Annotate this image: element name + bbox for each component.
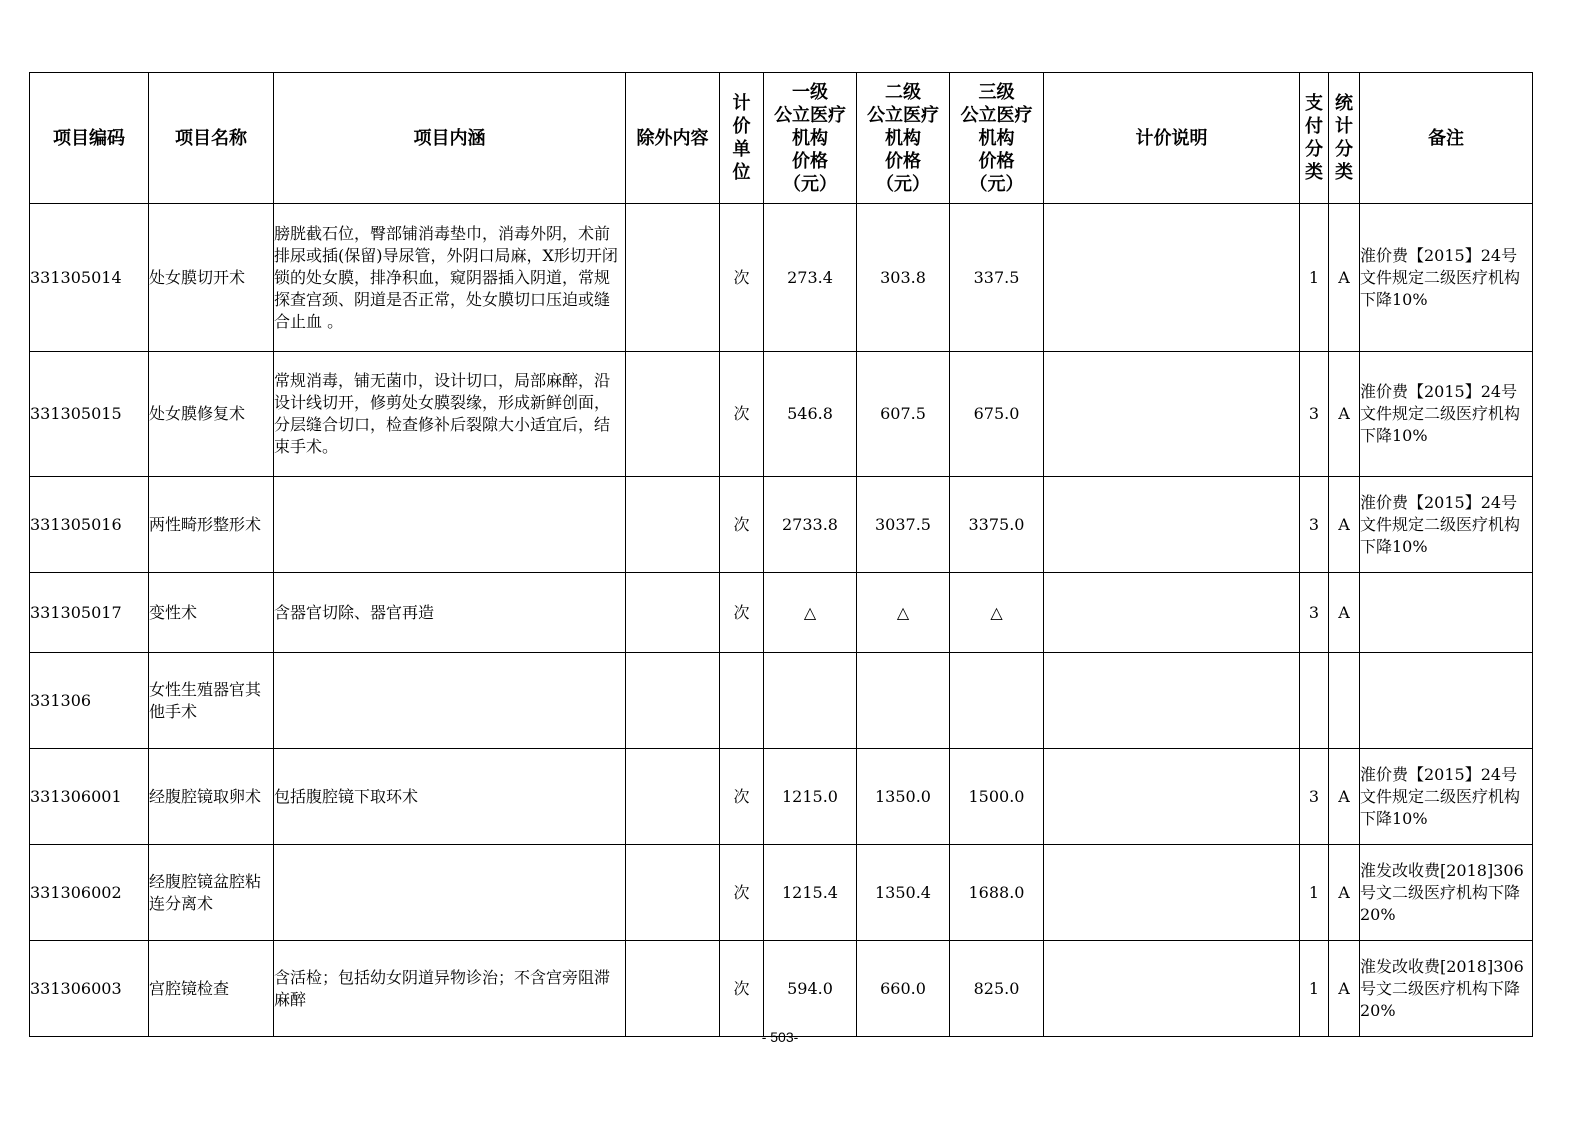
cell-code: 331305016	[30, 477, 149, 573]
cell-name: 经腹腔镜取卵术	[149, 749, 274, 845]
header-unit: 计 价 单 位	[720, 73, 764, 204]
cell-content: 包括腹腔镜下取环术	[274, 749, 626, 845]
cell-exclusion	[626, 653, 720, 749]
cell-payment-class: 1	[1300, 941, 1329, 1037]
header-code: 项目编码	[30, 73, 149, 204]
cell-payment-class: 3	[1300, 749, 1329, 845]
cell-name: 变性术	[149, 573, 274, 653]
cell-remarks: 淮发改收费[2018]306号文二级医疗机构下降20%	[1360, 941, 1533, 1037]
cell-price-level2: 303.8	[857, 204, 950, 352]
cell-price-level3: 675.0	[950, 352, 1044, 477]
cell-price-level3: 825.0	[950, 941, 1044, 1037]
cell-price-level1: 546.8	[764, 352, 857, 477]
cell-price-level2: 3037.5	[857, 477, 950, 573]
cell-code: 331306002	[30, 845, 149, 941]
cell-code: 331306001	[30, 749, 149, 845]
cell-exclusion	[626, 941, 720, 1037]
cell-pricing-note	[1044, 845, 1300, 941]
table-row	[30, 352, 1533, 477]
table-row	[30, 477, 1533, 573]
cell-name: 处女膜修复术	[149, 352, 274, 477]
cell-stat-class: A	[1329, 941, 1360, 1037]
cell-content	[274, 845, 626, 941]
cell-unit: 次	[720, 941, 764, 1037]
cell-stat-class: A	[1329, 573, 1360, 653]
cell-price-level2: 1350.0	[857, 749, 950, 845]
cell-price-level1: 1215.0	[764, 749, 857, 845]
cell-price-level2: 660.0	[857, 941, 950, 1037]
cell-pricing-note	[1044, 653, 1300, 749]
header-name: 项目名称	[149, 73, 274, 204]
cell-code: 331306	[30, 653, 149, 749]
cell-price-level2: 1350.4	[857, 845, 950, 941]
cell-content: 含活检；包括幼女阴道异物诊治；不含宫旁阻滞麻醉	[274, 941, 626, 1037]
table-row	[30, 845, 1533, 941]
cell-price-level1: 273.4	[764, 204, 857, 352]
header-stat-class: 统 计 分 类	[1329, 73, 1360, 204]
cell-stat-class: A	[1329, 845, 1360, 941]
cell-unit	[720, 653, 764, 749]
cell-pricing-note	[1044, 573, 1300, 653]
cell-exclusion	[626, 204, 720, 352]
header-level3-price: 三级 公立医疗 机构 价格 （元）	[950, 73, 1044, 204]
cell-name: 宫腔镜检查	[149, 941, 274, 1037]
cell-name: 两性畸形整形术	[149, 477, 274, 573]
cell-stat-class: A	[1329, 749, 1360, 845]
cell-price-level1	[764, 653, 857, 749]
cell-code: 331305015	[30, 352, 149, 477]
table-row	[30, 204, 1533, 352]
header-pricing-note: 计价说明	[1044, 73, 1300, 204]
header-exclusion: 除外内容	[626, 73, 720, 204]
cell-remarks: 淮价费【2015】24号文件规定二级医疗机构下降10%	[1360, 204, 1533, 352]
cell-price-level2: 607.5	[857, 352, 950, 477]
cell-payment-class	[1300, 653, 1329, 749]
cell-price-level3: 1688.0	[950, 845, 1044, 941]
table-row	[30, 749, 1533, 845]
cell-code: 331306003	[30, 941, 149, 1037]
cell-code: 331305014	[30, 204, 149, 352]
cell-remarks	[1360, 653, 1533, 749]
cell-remarks: 淮价费【2015】24号文件规定二级医疗机构下降10%	[1360, 749, 1533, 845]
cell-name: 女性生殖器官其他手术	[149, 653, 274, 749]
cell-pricing-note	[1044, 204, 1300, 352]
header-content: 项目内涵	[274, 73, 626, 204]
cell-content	[274, 477, 626, 573]
cell-payment-class: 1	[1300, 845, 1329, 941]
cell-price-level2	[857, 653, 950, 749]
cell-stat-class: A	[1329, 477, 1360, 573]
cell-unit: 次	[720, 573, 764, 653]
header-level2-price: 二级 公立医疗 机构 价格 （元）	[857, 73, 950, 204]
header-level1-price: 一级 公立医疗 机构 价格 （元）	[764, 73, 857, 204]
header-remarks: 备注	[1360, 73, 1533, 204]
cell-name: 处女膜切开术	[149, 204, 274, 352]
table-row	[30, 941, 1533, 1037]
cell-price-level1: 1215.4	[764, 845, 857, 941]
cell-payment-class: 3	[1300, 573, 1329, 653]
cell-exclusion	[626, 573, 720, 653]
cell-stat-class	[1329, 653, 1360, 749]
cell-pricing-note	[1044, 477, 1300, 573]
table-row	[30, 573, 1533, 653]
cell-content: 含器官切除、器官再造	[274, 573, 626, 653]
cell-stat-class: A	[1329, 204, 1360, 352]
table-header-row	[30, 73, 1533, 204]
cell-content: 膀胱截石位，臀部铺消毒垫巾，消毒外阴，术前排尿或插(保留)导尿管，外阴口局麻，X形切开闭锁的处女膜，排净积血，窥阴器插入阴道，常规探查宫颈、阴道是否正常，处女膜切口压迫或缝合止血 。	[274, 204, 626, 352]
cell-price-level1: 2733.8	[764, 477, 857, 573]
cell-payment-class: 3	[1300, 352, 1329, 477]
cell-exclusion	[626, 477, 720, 573]
cell-unit: 次	[720, 204, 764, 352]
cell-unit: 次	[720, 845, 764, 941]
cell-pricing-note	[1044, 941, 1300, 1037]
cell-price-level3: 3375.0	[950, 477, 1044, 573]
table-row-category	[30, 653, 1533, 749]
cell-price-level1: 594.0	[764, 941, 857, 1037]
cell-price-level3	[950, 653, 1044, 749]
cell-price-level3: 337.5	[950, 204, 1044, 352]
cell-pricing-note	[1044, 352, 1300, 477]
cell-exclusion	[626, 845, 720, 941]
cell-payment-class: 3	[1300, 477, 1329, 573]
cell-remarks	[1360, 573, 1533, 653]
medical-price-table	[29, 72, 1533, 1037]
cell-code: 331305017	[30, 573, 149, 653]
cell-unit: 次	[720, 749, 764, 845]
cell-stat-class: A	[1329, 352, 1360, 477]
cell-content	[274, 653, 626, 749]
cell-unit: 次	[720, 352, 764, 477]
cell-remarks: 淮价费【2015】24号文件规定二级医疗机构下降10%	[1360, 477, 1533, 573]
cell-exclusion	[626, 749, 720, 845]
cell-unit: 次	[720, 477, 764, 573]
cell-name: 经腹腔镜盆腔粘连分离术	[149, 845, 274, 941]
cell-remarks: 淮发改收费[2018]306号文二级医疗机构下降20%	[1360, 845, 1533, 941]
cell-pricing-note	[1044, 749, 1300, 845]
cell-price-level3: 1500.0	[950, 749, 1044, 845]
cell-price-level2: △	[857, 573, 950, 653]
cell-price-level1: △	[764, 573, 857, 653]
page-number: - 503-	[761, 1029, 799, 1045]
cell-remarks: 淮价费【2015】24号文件规定二级医疗机构下降10%	[1360, 352, 1533, 477]
header-payment-class: 支 付 分 类	[1300, 73, 1329, 204]
cell-payment-class: 1	[1300, 204, 1329, 352]
cell-exclusion	[626, 352, 720, 477]
cell-price-level3: △	[950, 573, 1044, 653]
cell-content: 常规消毒，铺无菌巾，设计切口，局部麻醉，沿设计线切开，修剪处女膜裂缘，形成新鲜创面，分层缝合切口，检查修补后裂隙大小适宜后，结束手术。	[274, 352, 626, 477]
